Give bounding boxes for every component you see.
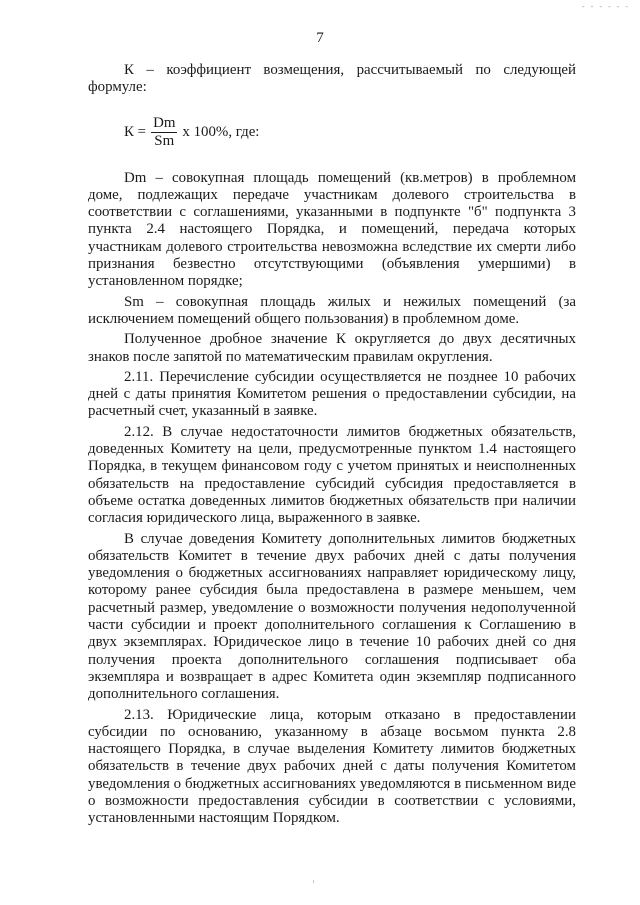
body-text xyxy=(88,62,576,828)
formula-denominator: Sm xyxy=(154,133,175,150)
paragraph-additional-limits: В случае доведения Комитету дополнительных лимитов бюджетных обязательств Комитет в течение двух рабочих дней с даты получения уведомления о бюджетных ассигнованиях направляет юридическому лицу, которому ранее субсидия была предоставлена в размере меньшем, чем расчетный размер, уведомление о возможности получения недополученной части субсидии и проект дополнительного соглашения к Соглашению в двух экземплярах. Юридическое лицо в течение 10 рабочих дней со дня получения проекта дополнительного соглашения подписывает оба экземпляра и возвращает в адрес Комитета один экземпляр подписанного дополнительного соглашения. xyxy=(88,530,576,703)
paragraph-intro: К – коэффициент возмещения, рассчитываемый по следующей формуле: xyxy=(88,62,576,96)
paragraph-2-13: 2.13. Юридические лица, которым отказано в предоставлении субсидии по основанию, указанному в абзаце восьмом пункта 2.8 настоящего Порядка, в случае выделения Комитету лимитов бюджетных обязательств в течение двух рабочих дней с даты получения Комитетом уведомления о бюджетных ассигнованиях уведомляются в письменном виде о возможности предоставления субсидии в соответствии с условиями, установленными настоящим Порядком. xyxy=(88,706,576,827)
formula-numerator: Dm xyxy=(153,115,176,132)
paragraph-2-12: 2.12. В случае недостаточности лимитов бюджетных обязательств, доведенных Комитету на цели, предусмотренные пунктом 1.4 настоящего Порядка, в текущем финансовом году с учетом принятых и неисполненных обязательств на предоставление субсидий субсидия предоставляется в объеме остатка доведенных лимитов бюджетных обязательств при наличии согласия юридического лица, выраженного в заявке. xyxy=(88,423,576,527)
paragraph-dm-definition: Dm – совокупная площадь помещений (кв.метров) в проблемном доме, подлежащих передаче участникам долевого строительства в соответствии с соглашениями, указанными в подпункте "б" подпункта 3 пункта 2.4 настоящего Порядка, и помещений, передача которых участникам долевого строительства невозможна вследствие их смерти либо признания безвестно отсутствующими (объявления умершими) в установленном порядке; xyxy=(88,169,576,290)
formula-rhs: х 100%, где: xyxy=(182,123,260,140)
paragraph-rounding: Полученное дробное значение К округляется до двух десятичных знаков после запятой по математическим правилам округления. xyxy=(88,331,576,365)
paragraph-2-11: 2.11. Перечисление субсидии осуществляется не позднее 10 рабочих дней с даты принятия Комитетом решения о предоставлении субсидии, на расчетный счет, указанный в заявке. xyxy=(88,368,576,420)
page-number: 7 xyxy=(316,30,324,46)
scan-speck xyxy=(313,880,314,883)
formula-lhs: К = xyxy=(124,123,147,140)
formula xyxy=(124,115,576,151)
formula-fraction xyxy=(151,115,177,150)
corner-scan-marks: - - - - - - xyxy=(582,2,630,11)
paragraph-sm-definition: Sm – совокупная площадь жилых и нежилых помещений (за исключением помещений общего пользования) в проблемном доме. xyxy=(88,293,576,327)
